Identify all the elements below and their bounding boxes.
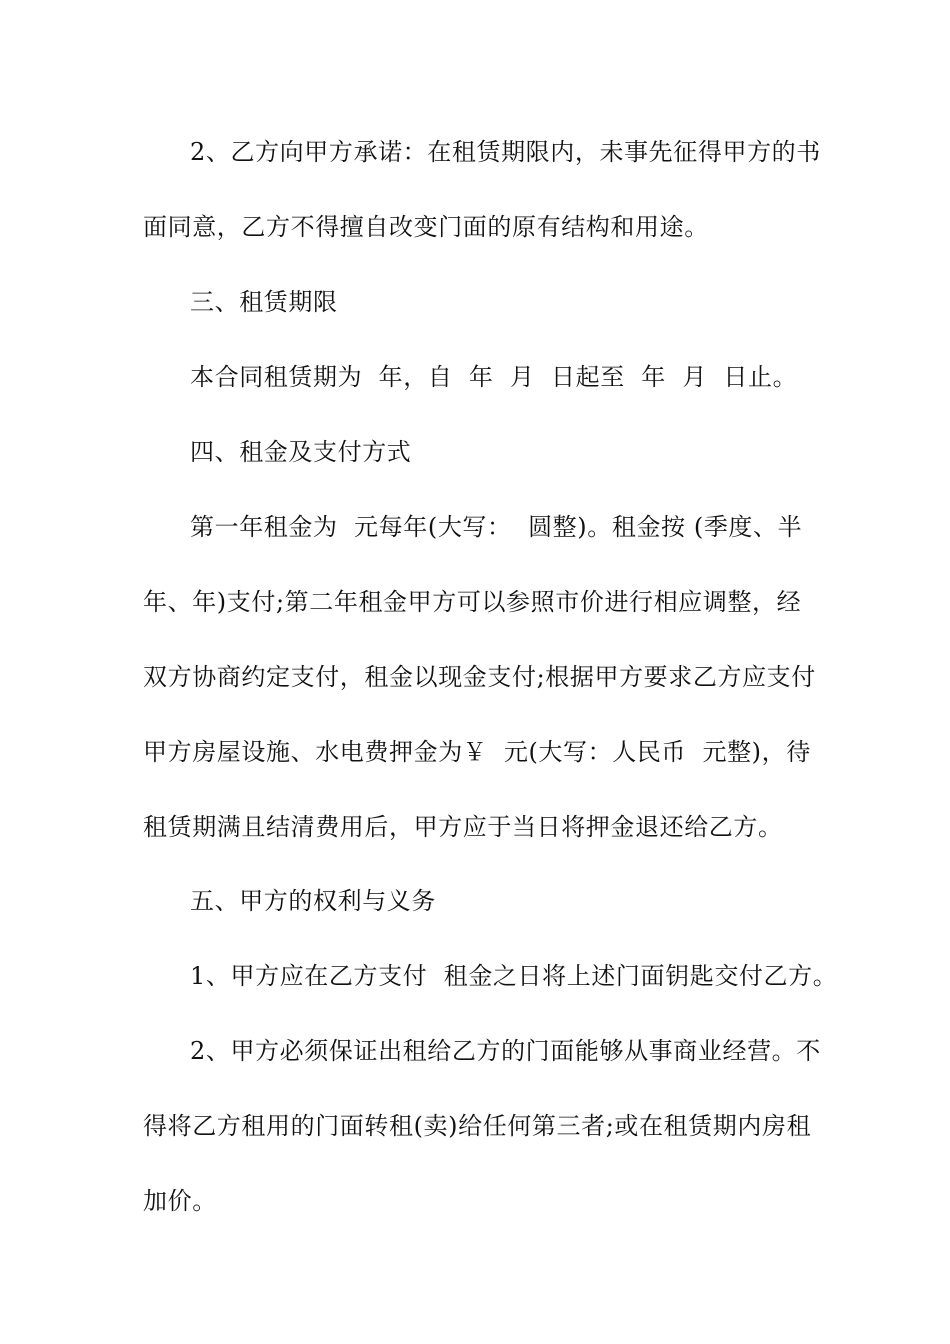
- paragraph-line: 双方协商约定支付，租金以现金支付;根据甲方要求乙方应支付: [143, 663, 816, 691]
- paragraph-line: 本合同租赁期为 年，自 年 月 日起至 年 月 日止。: [190, 363, 798, 391]
- paragraph-line: 甲方房屋设施、水电费押金为￥ 元(大写：人民币 元整)，待: [143, 738, 811, 766]
- paragraph-line: 1、甲方应在乙方支付 租金之日将上述门面钥匙交付乙方。: [190, 962, 838, 990]
- paragraph-line: 加价。: [143, 1187, 217, 1215]
- paragraph-line: 年、年)支付;第二年租金甲方可以参照市价进行相应调整，经: [143, 588, 802, 616]
- paragraph-line: 2、乙方向甲方承诺：在租赁期限内，未事先征得甲方的书: [190, 138, 821, 166]
- section-heading: 五、甲方的权利与义务: [190, 887, 436, 915]
- section-heading: 三、租赁期限: [190, 288, 338, 316]
- section-heading: 四、租金及支付方式: [190, 438, 412, 466]
- paragraph-line: 第一年租金为 元每年(大写： 圆整)。租金按 (季度、半: [190, 513, 803, 541]
- paragraph-line: 得将乙方租用的门面转租(卖)给任何第三者;或在租赁期内房租: [143, 1112, 812, 1140]
- paragraph-line: 租赁期满且结清费用后，甲方应于当日将押金退还给乙方。: [143, 813, 783, 841]
- paragraph-line: 2、甲方必须保证出租给乙方的门面能够从事商业经营。不: [190, 1037, 821, 1065]
- paragraph-line: 面同意，乙方不得擅自改变门面的原有结构和用途。: [143, 213, 709, 241]
